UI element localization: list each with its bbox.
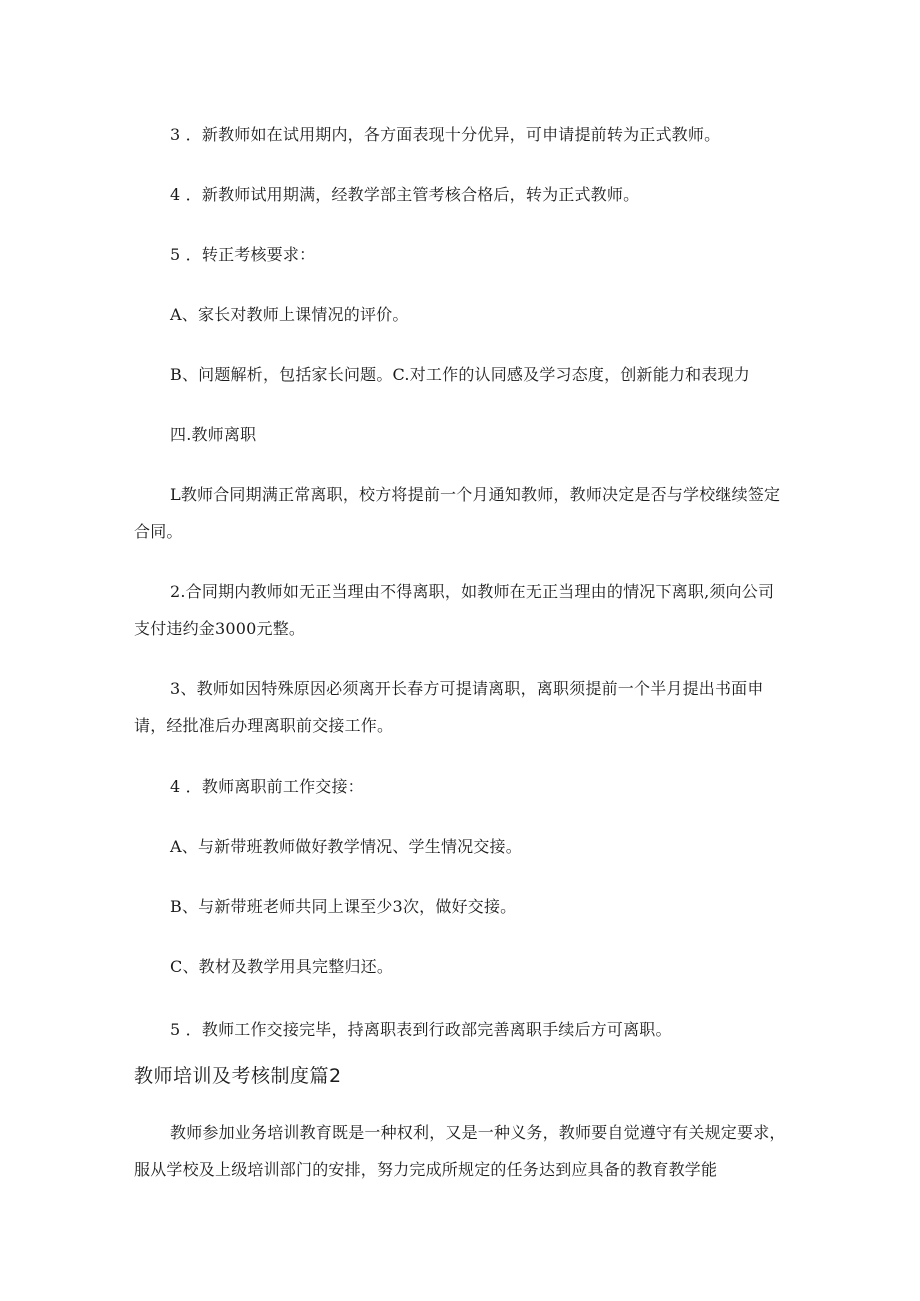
- paragraph-handover-b: B、与新带班老师共同上课至少3次，做好交接。: [170, 897, 517, 916]
- paragraph-handover-a: A、与新带班教师做好教学情况、学生情况交接。: [170, 837, 522, 856]
- section-heading: 教师培训及考核制度篇2: [134, 1065, 342, 1087]
- paragraph-resignation-1: L教师合同期满正常离职，校方将提前一个月通知教师，教师决定是否与学校继续签定合同。: [134, 485, 781, 541]
- paragraph-item-a: A、家长对教师上课情况的评价。: [170, 305, 409, 324]
- paragraph-handover-c: C、教材及教学用具完整归还。: [170, 957, 394, 976]
- paragraph-resignation-3: 3、教师如因特殊原因必须离开长春方可提请离职，离职须提前一个半月提出书面申请，经批准后办理离职前交接工作。: [134, 679, 764, 735]
- paragraph-training-intro: 教师参加业务培训教育既是一种权利，又是一种义务，教师要自觉遵守有关规定要求，服从学校及上级培训部门的安排，努力完成所规定的任务达到应具备的教育教学能: [134, 1123, 786, 1179]
- paragraph-assessment-requirements: 5 ．转正考核要求：: [170, 245, 316, 264]
- paragraph-item-b: B、问题解析，包括家长问题。C.对工作的认同感及学习态度，创新能力和表现力: [170, 365, 750, 384]
- paragraph-handover: 4 ．教师离职前工作交接：: [170, 777, 364, 796]
- paragraph-probation-end: 4 ．新教师试用期满，经教学部主管考核合格后，转为正式教师。: [170, 185, 640, 204]
- paragraph-resignation-2: 2.合同期内教师如无正当理由不得离职，如教师在无正当理由的情况下离职,须向公司支付违约金3000元整。: [134, 582, 775, 638]
- paragraph-handover-complete: 5 ．教师工作交接完毕，持离职表到行政部完善离职手续后方可离职。: [170, 1020, 672, 1039]
- paragraph-probation-early: 3 ．新教师如在试用期内，各方面表现十分优异，可申请提前转为正式教师。: [170, 125, 721, 144]
- section-title-resignation: 四.教师离职: [170, 425, 257, 444]
